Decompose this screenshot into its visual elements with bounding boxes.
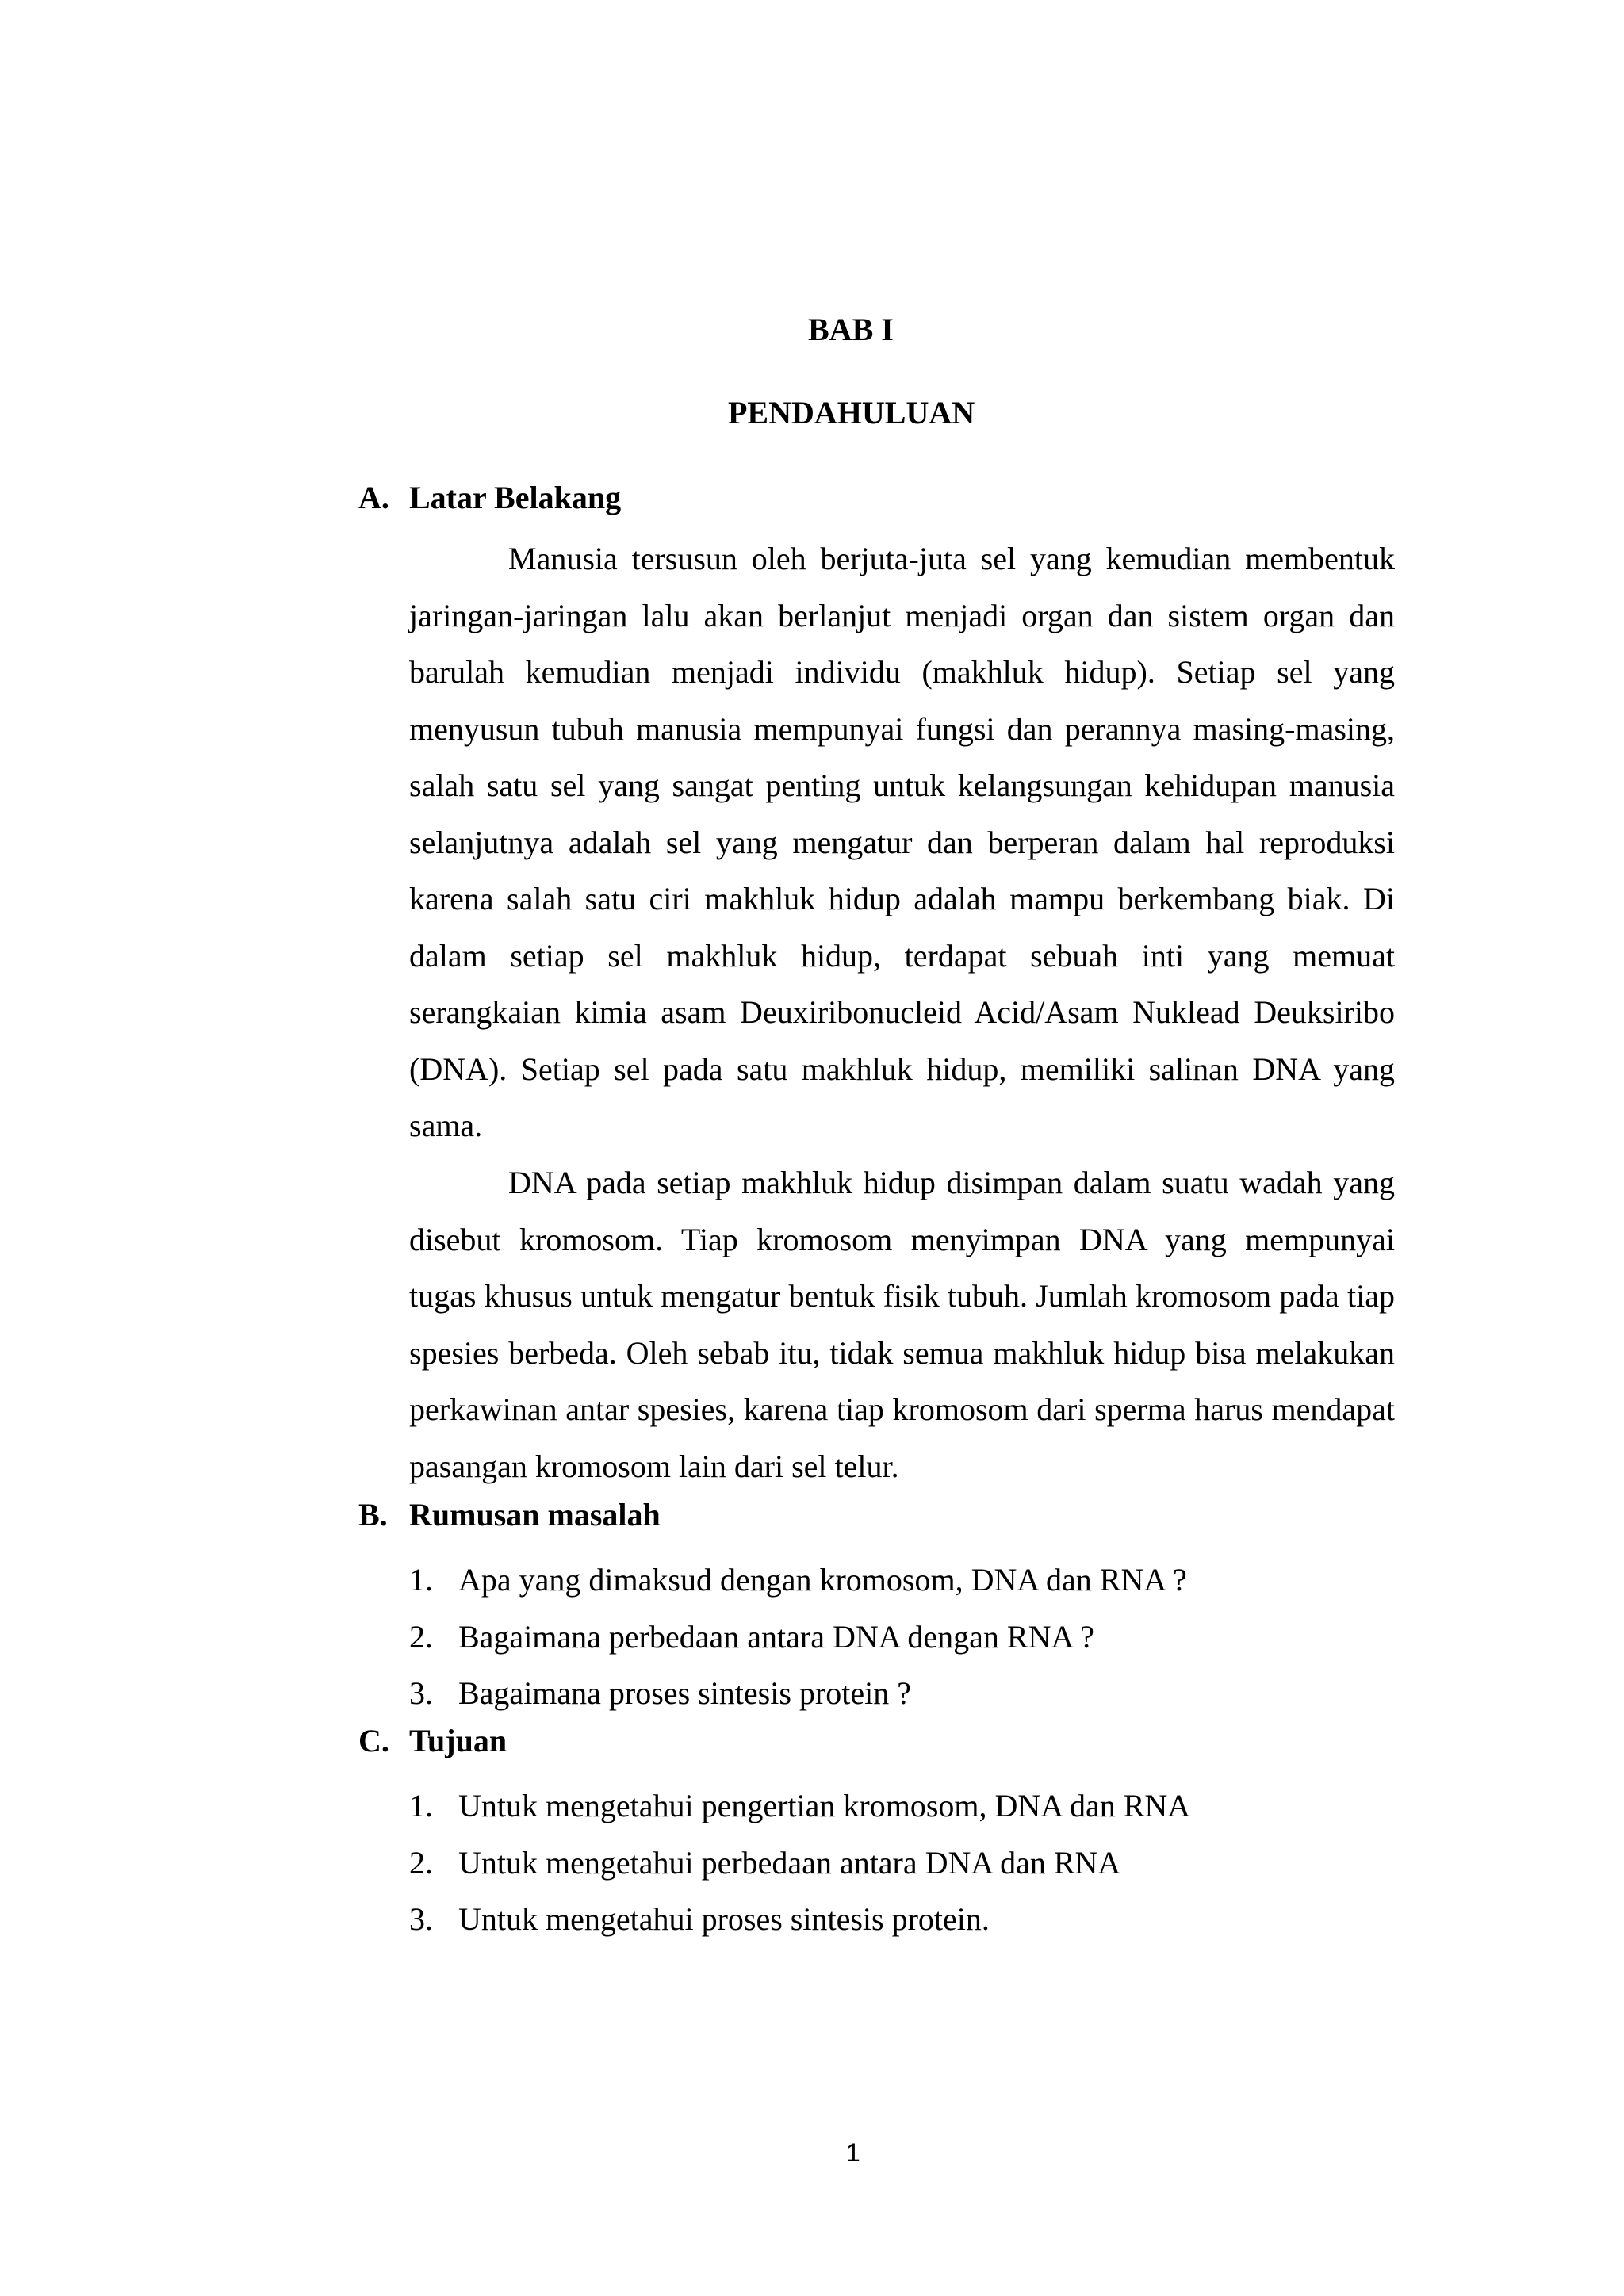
section-b-heading	[358, 1496, 661, 1534]
section-a-letter: A.	[358, 480, 389, 515]
page-number-text: 1	[846, 2138, 860, 2167]
list-item-number: 1.	[409, 1788, 433, 1823]
list-item	[409, 1891, 1190, 1948]
chapter-title-text: PENDAHULUAN	[728, 395, 975, 430]
list-item-number: 1.	[409, 1562, 433, 1598]
list-item-text: Untuk mengetahui proses sintesis protein.	[458, 1901, 990, 1937]
section-c-letter: C.	[358, 1723, 389, 1758]
chapter-number-text: BAB I	[808, 312, 894, 347]
section-b-letter: B.	[358, 1497, 388, 1533]
background-paragraph-1: Manusia tersusun oleh berjuta-juta sel yang kemudian membentuk jaringan-jaringan lalu akan berlanjut menjadi organ dan sistem organ dan barulah kemudian menjadi individu (makhluk hidup). Setiap sel yang menyusun tubuh manusia mempunyai fungsi dan perannya masing-masing, salah satu sel yang sangat penting untuk kelangsungan kehidupan manusia selanjutnya adalah sel yang mengatur dan berperan dalam hal reproduksi karena salah satu ciri makhluk hidup adalah mampu berkembang biak. Di dalam setiap sel makhluk hidup, terdapat sebuah inti yang memuat serangkaian kimia asam Deuxiribonucleid Acid/Asam Nuklead Deuksiribo (DNA). Setiap sel pada satu makhluk hidup, memiliki salinan DNA yang sama.	[409, 541, 1395, 1143]
list-item-text: Untuk mengetahui perbedaan antara DNA dan RNA	[458, 1844, 1121, 1881]
list-item-text: Untuk mengetahui pengertian kromosom, DNA dan RNA	[458, 1788, 1191, 1823]
section-a-heading	[358, 479, 621, 517]
problem-formulation-list	[409, 1552, 1187, 1722]
list-item-text: Bagaimana proses sintesis protein ?	[458, 1675, 911, 1711]
list-item	[409, 1777, 1190, 1835]
background-paragraph-2: DNA pada setiap makhluk hidup disimpan dalam suatu wadah yang disebut kromosom. Tiap kromosom menyimpan DNA yang mempunyai tugas khusus untuk mengatur bentuk fisik tubuh. Jumlah kromosom pada tiap spesies berbeda. Oleh sebab itu, tidak semua makhluk hidup bisa melakukan perkawinan antar spesies, karena tiap kromosom dari sperma harus mendapat pasangan kromosom lain dari sel telur.	[409, 1165, 1395, 1484]
list-item	[409, 1552, 1187, 1609]
list-item-number: 3.	[409, 1901, 433, 1937]
list-item-number: 3.	[409, 1675, 433, 1711]
section-c-title: Tujuan	[409, 1723, 508, 1758]
list-item	[409, 1665, 1187, 1722]
list-item	[409, 1835, 1190, 1892]
section-c-heading	[358, 1722, 507, 1760]
list-item	[409, 1609, 1187, 1666]
list-item-number: 2.	[409, 1844, 433, 1881]
list-item-number: 2.	[409, 1618, 433, 1655]
section-b-title: Rumusan masalah	[409, 1497, 661, 1533]
objectives-list	[409, 1777, 1190, 1948]
list-item-text: Apa yang dimaksud dengan kromosom, DNA dan RNA ?	[458, 1562, 1187, 1598]
section-a-title: Latar Belakang	[409, 480, 622, 515]
list-item-text: Bagaimana perbedaan antara DNA dengan RNA ?	[458, 1618, 1094, 1655]
